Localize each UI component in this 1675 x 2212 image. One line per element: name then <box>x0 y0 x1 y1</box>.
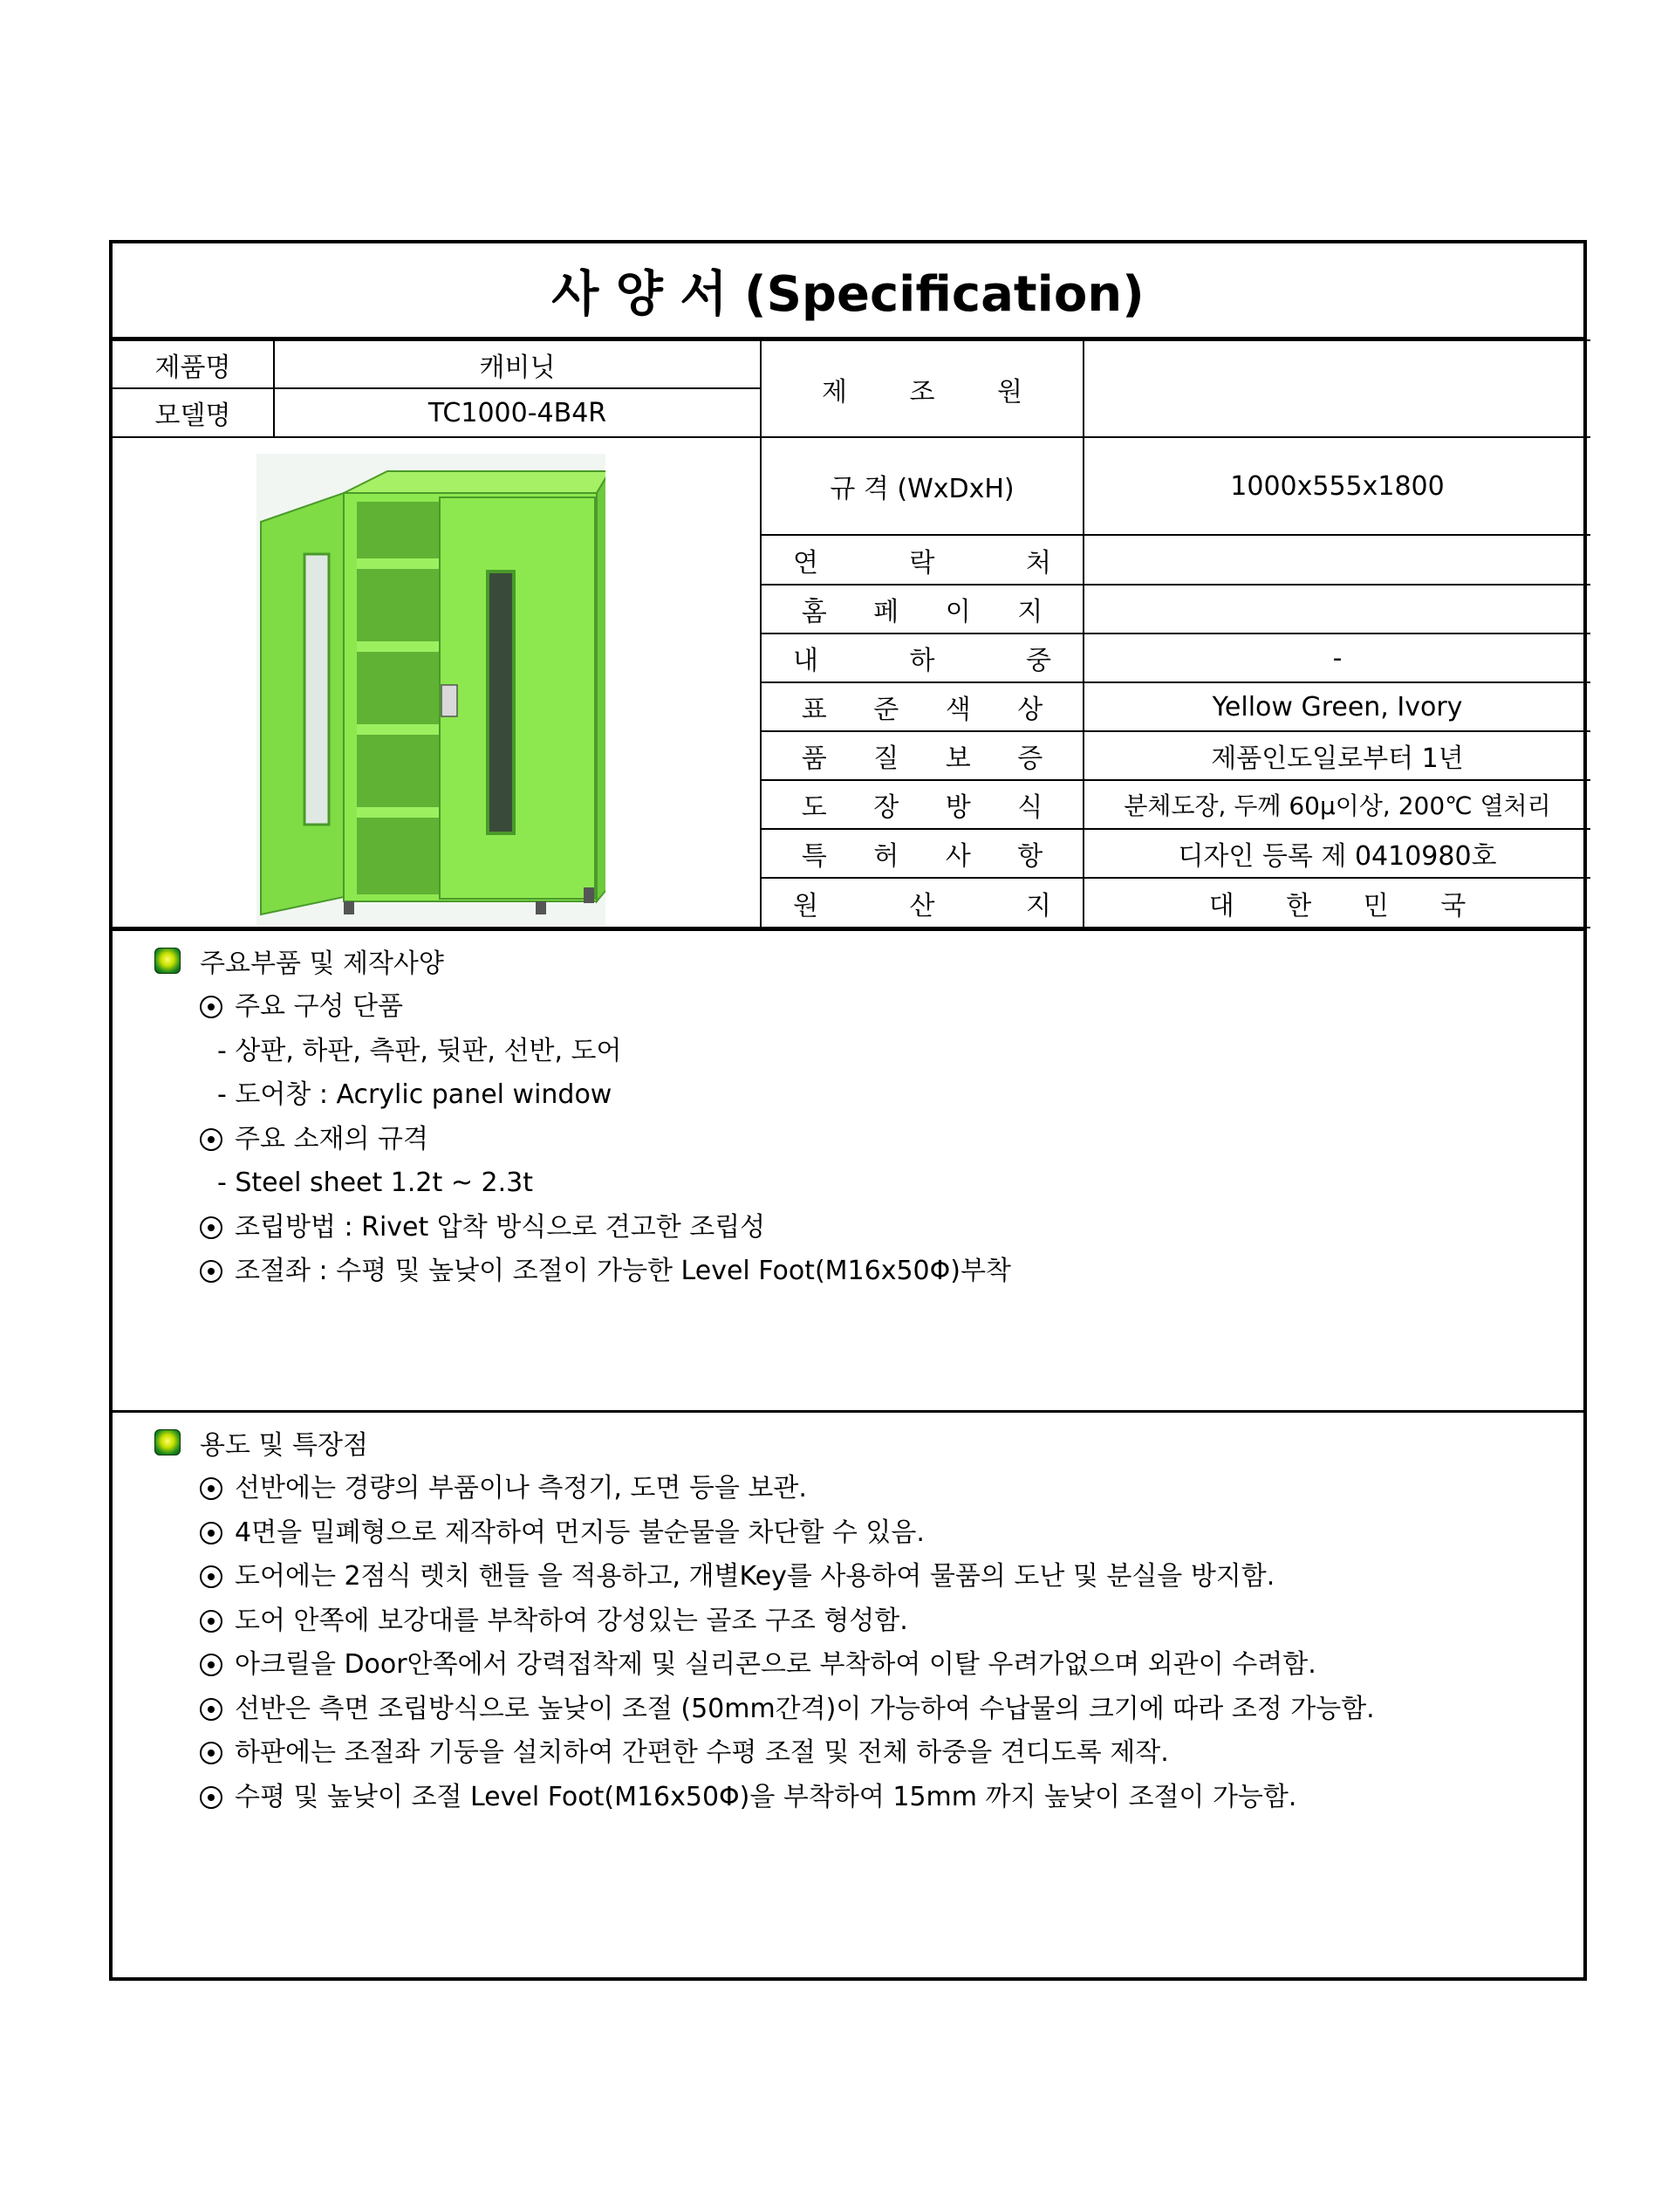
list-item-text: - 상판, 하판, 측판, 뒷판, 선반, 도어 <box>217 1035 622 1066</box>
list-item <box>200 1250 1011 1294</box>
spec-value-homepage <box>1084 585 1590 633</box>
product-name-label: 제품명 <box>113 340 274 388</box>
circle-dot-icon <box>200 1698 222 1721</box>
circle-dot-icon <box>200 1565 222 1588</box>
spec-value-load: - <box>1084 633 1590 682</box>
list-item <box>200 1206 1011 1250</box>
spec-value-color: Yellow Green, Ivory <box>1084 682 1590 731</box>
green-bullet-icon <box>154 948 181 974</box>
spec-label-contact: 연 락 처 <box>761 535 1084 585</box>
circle-dot-icon <box>200 1216 222 1239</box>
list-item-text: 선반은 측면 조립방식으로 높낮이 조절 (50mm간격)이 가능하여 수납물의 크기에 따라 조정 가능함. <box>235 1693 1375 1724</box>
spec-sheet <box>109 240 1587 1981</box>
list-item-text: - 도어창 : Acrylic panel window <box>217 1079 612 1110</box>
list-item-text: 4면을 밀폐형으로 제작하여 먼지등 불순물을 차단할 수 있음. <box>235 1517 925 1548</box>
spec-label-patent: 특 허 사 항 <box>761 829 1084 878</box>
list-item-text: 주요 구성 단품 <box>235 991 403 1022</box>
circle-dot-icon <box>200 996 222 1018</box>
spec-value-origin: 대 한 민 국 <box>1084 878 1590 928</box>
list-item-text: 선반에는 경량의 부품이나 측정기, 도면 등을 보관. <box>235 1473 807 1503</box>
page-title: 사 양 서 (Specification) <box>113 243 1583 339</box>
list-item <box>200 985 1011 1030</box>
list-item-text: 도어에는 2점식 렛치 핸들 을 적용하고, 개별Key를 사용하여 물품의 도난 및 분실을 방지함. <box>235 1561 1275 1592</box>
spec-value-patent: 디자인 등록 제 0410980호 <box>1084 829 1590 878</box>
circle-dot-icon <box>200 1742 222 1764</box>
list-item <box>200 1555 1375 1599</box>
list-item-text: 조절좌 : 수평 및 높낮이 조절이 가능한 Level Foot(M16x50Φ)부착 <box>235 1256 1011 1286</box>
list-item <box>200 1599 1375 1644</box>
manufacturer-value <box>1084 340 1590 437</box>
list-item-text: 수평 및 높낮이 조절 Level Foot(M16x50Φ)을 부착하여 15mm 까지 높낮이 조절이 가능함. <box>235 1781 1297 1812</box>
circle-dot-icon <box>200 1522 222 1544</box>
list-item <box>200 1467 1375 1511</box>
cabinet-image <box>256 454 605 925</box>
list-item <box>200 1161 1011 1206</box>
list-item <box>200 1511 1375 1556</box>
spec-label-homepage: 홈 페 이 지 <box>761 585 1084 633</box>
product-image-cell <box>113 437 761 928</box>
list-item-text: - Steel sheet 1.2t ~ 2.3t <box>217 1168 533 1198</box>
product-name-value: 캐비닛 <box>274 340 761 388</box>
section-heading: 용도 및 특장점 <box>200 1430 368 1461</box>
spec-value-warranty: 제품인도일로부터 1년 <box>1084 731 1590 780</box>
manufacturer-label: 제 조 원 <box>761 340 1084 437</box>
section-lines <box>200 985 1011 1294</box>
list-item <box>200 1030 1011 1074</box>
list-item-text: 아크릴을 Door안쪽에서 강력접착제 및 실리콘으로 부착하여 이탈 우려가없으며 외관이 수려함. <box>235 1649 1316 1680</box>
list-item-text: 주요 소재의 규격 <box>235 1123 428 1154</box>
list-item <box>200 1643 1375 1688</box>
spec-label-warranty: 품 질 보 증 <box>761 731 1084 780</box>
section-components <box>113 928 1583 1413</box>
model-name-label: 모델명 <box>113 388 274 437</box>
circle-dot-icon <box>200 1654 222 1676</box>
list-item <box>200 1688 1375 1732</box>
section-heading: 주요부품 및 제작사양 <box>200 948 444 979</box>
spec-label-coating: 도 장 방 식 <box>761 780 1084 829</box>
list-item <box>200 1118 1011 1162</box>
spec-label-origin: 원 산 지 <box>761 878 1084 928</box>
circle-dot-icon <box>200 1128 222 1151</box>
circle-dot-icon <box>200 1260 222 1283</box>
list-item <box>200 1731 1375 1776</box>
spec-label-color: 표 준 색 상 <box>761 682 1084 731</box>
circle-dot-icon <box>200 1477 222 1500</box>
list-item <box>200 1776 1375 1820</box>
section-features <box>113 1413 1583 1971</box>
list-item-text: 도어 안쪽에 보강대를 부착하여 강성있는 골조 구조 형성함. <box>235 1605 908 1636</box>
list-item <box>200 1073 1011 1118</box>
circle-dot-icon <box>200 1610 222 1633</box>
section-lines <box>200 1467 1375 1819</box>
list-item-text: 하판에는 조절좌 기둥을 설치하여 간편한 수평 조절 및 전체 하중을 견디도록 제작. <box>235 1737 1169 1768</box>
list-item-text: 조립방법 : Rivet 압착 방식으로 견고한 조립성 <box>235 1211 766 1243</box>
spec-value-size: 1000x555x1800 <box>1084 437 1590 535</box>
spec-label-size: 규 격 (WxDxH) <box>761 437 1084 535</box>
model-name-value: TC1000-4B4R <box>274 388 761 437</box>
spec-value-contact <box>1084 535 1590 585</box>
spec-value-coating: 분체도장, 두께 60μ이상, 200℃ 열처리 <box>1084 780 1590 829</box>
spec-table <box>113 339 1590 928</box>
green-bullet-icon <box>154 1429 181 1455</box>
spec-label-load: 내 하 중 <box>761 633 1084 682</box>
circle-dot-icon <box>200 1786 222 1809</box>
